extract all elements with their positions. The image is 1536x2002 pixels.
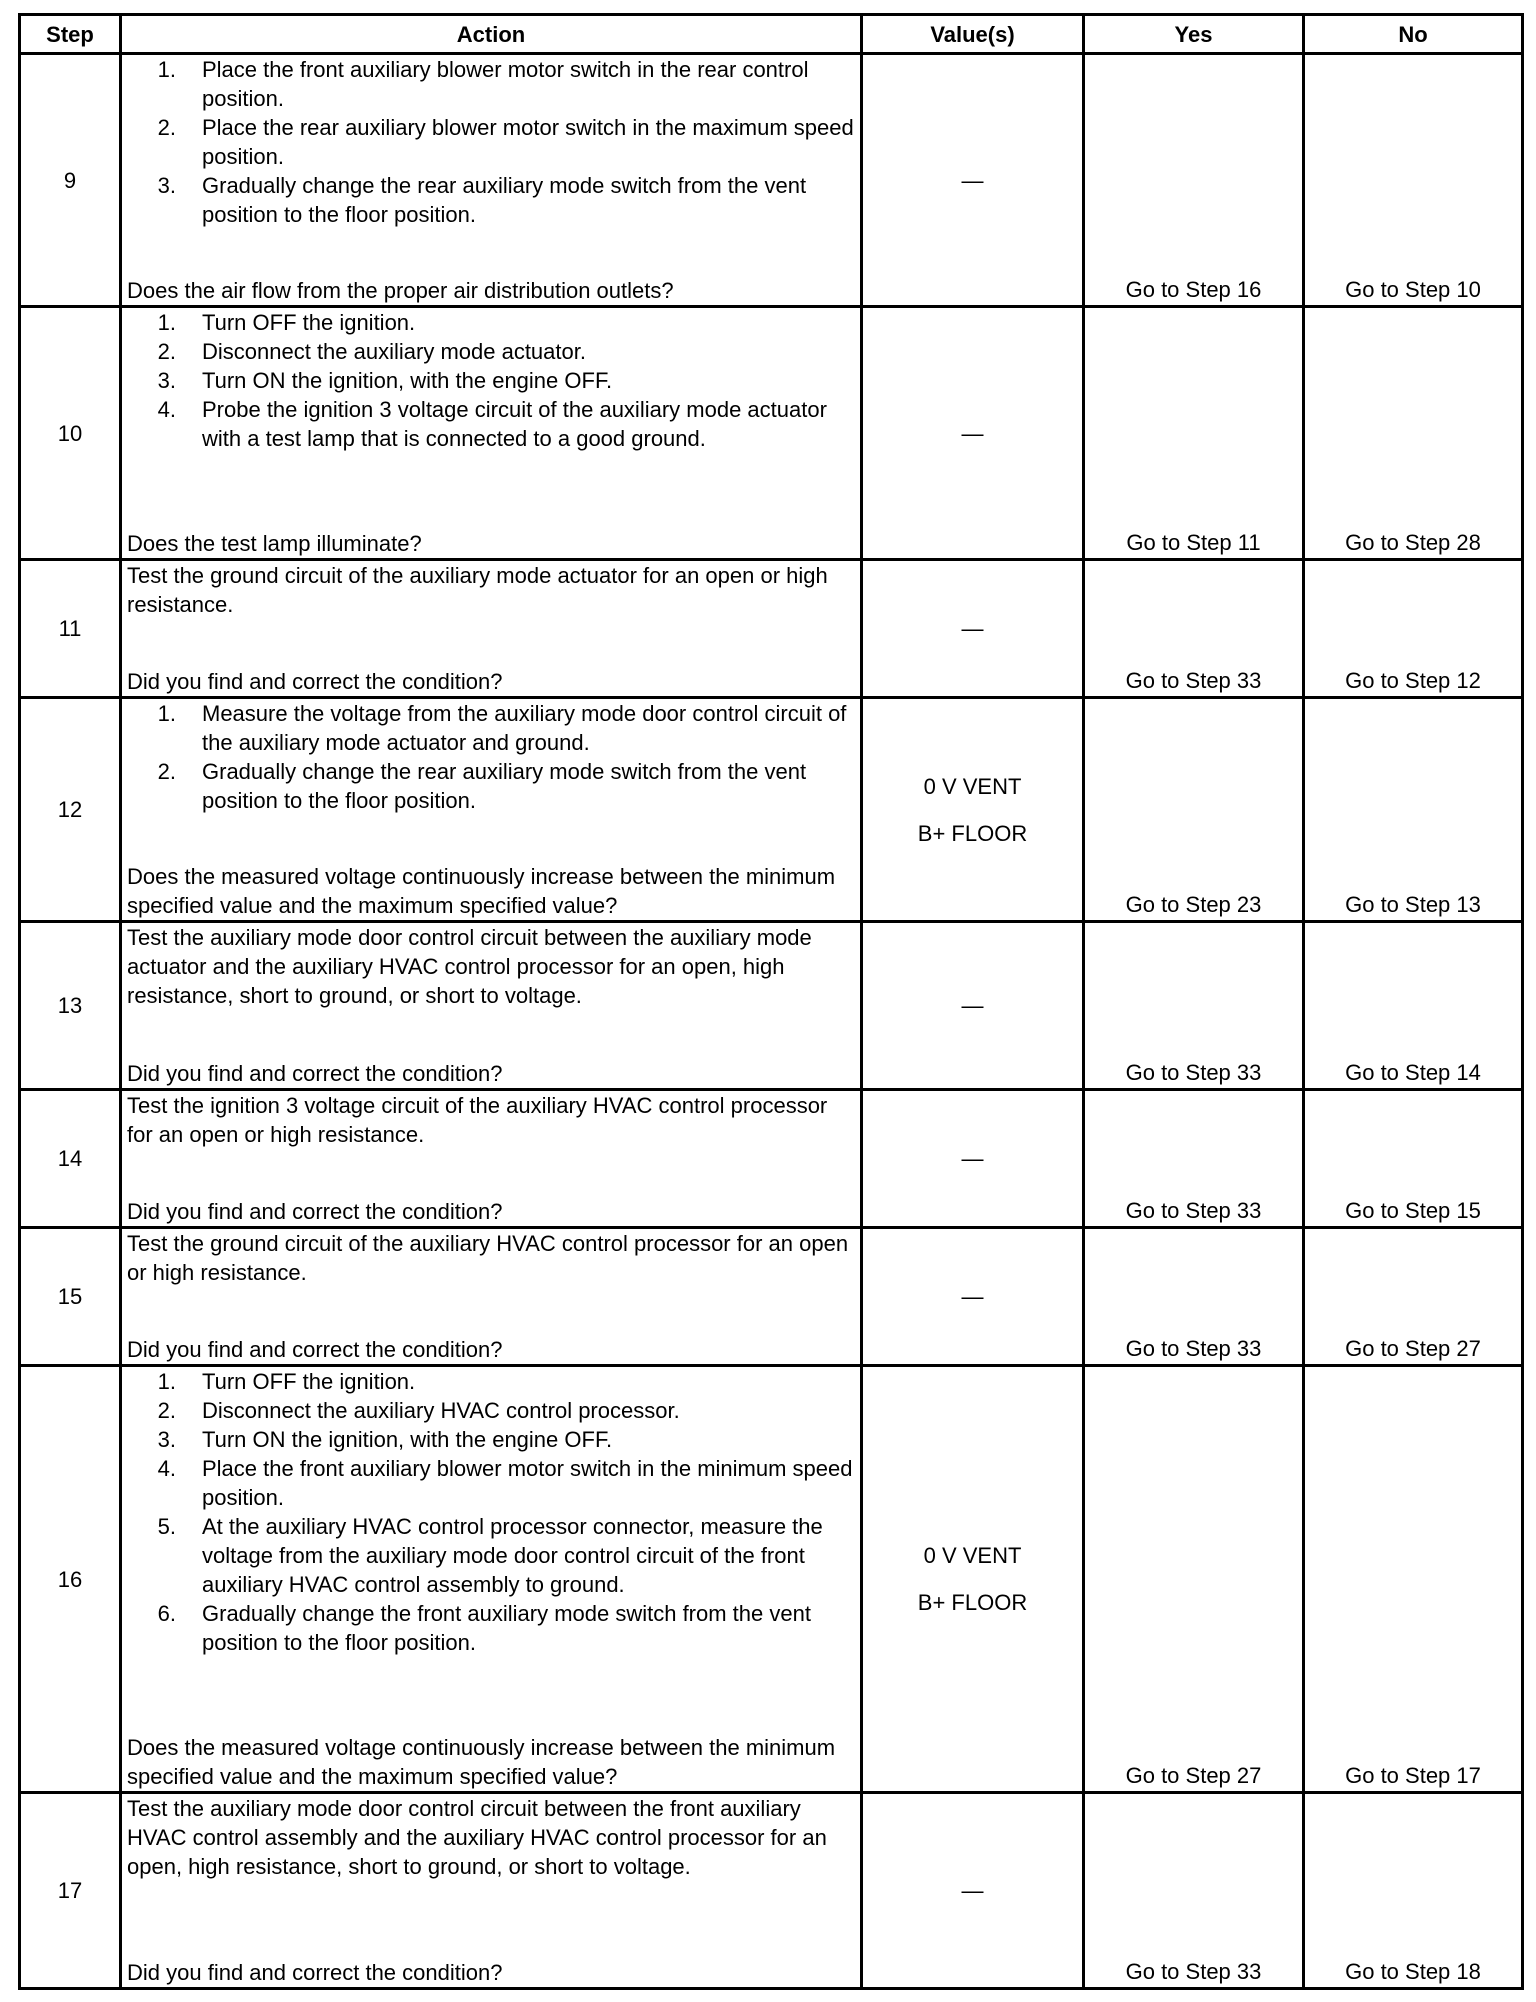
instruction-item <box>127 55 858 113</box>
value-cell <box>862 922 1084 1090</box>
table-row <box>20 922 1523 1090</box>
instruction-item <box>127 1512 858 1599</box>
step-number: 9 <box>20 54 121 307</box>
value-cell <box>862 698 1084 922</box>
step-number: 16 <box>20 1366 121 1793</box>
instruction-text: Turn ON the ignition, with the engine OFF. <box>202 1427 613 1452</box>
table-row <box>20 54 1523 307</box>
no-result: Go to Step 18 <box>1304 1793 1523 1989</box>
action-intro: Test the ignition 3 voltage circuit of the auxiliary HVAC control processor for an open or high resistance. <box>127 1093 828 1147</box>
instruction-number: 6. <box>157 1601 176 1626</box>
instruction-number: 1. <box>157 701 176 726</box>
instruction-text: Turn ON the ignition, with the engine OFF. <box>202 368 613 393</box>
value-text: 0 V VENT <box>923 1543 1022 1568</box>
table-row <box>20 307 1523 560</box>
step-number: 15 <box>20 1228 121 1366</box>
table-row <box>20 1793 1523 1989</box>
action-content <box>122 55 860 305</box>
instruction-text: Place the front auxiliary blower motor switch in the rear control position. <box>202 57 809 111</box>
action-question: Did you find and correct the condition? <box>127 1199 503 1224</box>
value-text: 0 V VENT <box>923 773 1022 799</box>
yes-result: Go to Step 33 <box>1084 1793 1304 1989</box>
instruction-number: 3. <box>157 173 176 198</box>
no-result: Go to Step 28 <box>1304 307 1523 560</box>
action-intro: Test the auxiliary mode door control circuit between the front auxiliary HVAC control assembly and the auxiliary HVAC control processor for an open, high resistance, short to ground, or short to voltage. <box>127 1796 827 1879</box>
yes-result: Go to Step 33 <box>1084 922 1304 1090</box>
no-result: Go to Step 12 <box>1304 560 1523 698</box>
instruction-text: Gradually change the rear auxiliary mode switch from the vent position to the floor position. <box>202 759 807 813</box>
action-question: Does the air flow from the proper air distribution outlets? <box>127 278 674 303</box>
instruction-text: Place the front auxiliary blower motor switch in the minimum speed position. <box>202 1456 853 1510</box>
action-instructions <box>127 1794 858 1881</box>
instruction-number: 1. <box>157 1369 176 1394</box>
value-cell <box>862 1793 1084 1989</box>
table-row <box>20 560 1523 698</box>
step-number: 10 <box>20 307 121 560</box>
action-cell <box>121 560 862 698</box>
value-text: B+ FLOOR <box>917 820 1028 846</box>
instruction-number: 2. <box>157 759 176 784</box>
action-instructions <box>127 923 858 1010</box>
table-row <box>20 1090 1523 1228</box>
yes-result: Go to Step 33 <box>1084 1228 1304 1366</box>
action-content <box>122 1367 860 1791</box>
action-cell <box>121 1366 862 1793</box>
action-question: Does the measured voltage continuously increase between the minimum specified value and the maximum specified value? <box>127 1735 836 1789</box>
yes-result: Go to Step 11 <box>1084 307 1304 560</box>
instruction-number: 1. <box>157 57 176 82</box>
action-instructions <box>127 699 858 815</box>
value-text: — <box>961 1146 984 1171</box>
table-row <box>20 1366 1523 1793</box>
instruction-number: 4. <box>157 1456 176 1481</box>
action-question: Did you find and correct the condition? <box>127 1337 503 1362</box>
instruction-text: Place the rear auxiliary blower motor switch in the maximum speed position. <box>202 115 854 169</box>
instruction-item <box>127 395 858 453</box>
action-cell <box>121 922 862 1090</box>
action-question: Does the measured voltage continuously increase between the minimum specified value and the maximum specified value? <box>127 864 836 918</box>
instruction-text: Disconnect the auxiliary HVAC control processor. <box>202 1398 680 1423</box>
action-instructions <box>127 561 858 619</box>
action-content <box>122 1794 860 1987</box>
action-intro: Test the auxiliary mode door control circuit between the auxiliary mode actuator and the auxiliary HVAC control processor for an open, high resistance, short to ground, or short to voltage. <box>127 925 812 1008</box>
instruction-number: 4. <box>157 397 176 422</box>
instruction-item <box>127 1599 858 1657</box>
action-question: Did you find and correct the condition? <box>127 1061 503 1086</box>
instruction-number: 2. <box>157 1398 176 1423</box>
yes-result: Go to Step 27 <box>1084 1366 1304 1793</box>
action-content <box>122 699 860 920</box>
step-number: 12 <box>20 698 121 922</box>
value-cell <box>862 54 1084 307</box>
step-number: 14 <box>20 1090 121 1228</box>
value-text: — <box>961 993 984 1018</box>
table-row <box>20 698 1523 922</box>
no-result: Go to Step 15 <box>1304 1090 1523 1228</box>
value-text: — <box>961 1878 984 1903</box>
action-instructions <box>127 1367 858 1657</box>
header-values: Value(s) <box>862 15 1084 54</box>
instruction-item <box>127 337 858 366</box>
header-row <box>20 15 1523 54</box>
instruction-number: 2. <box>157 339 176 364</box>
action-content <box>122 923 860 1088</box>
no-result: Go to Step 14 <box>1304 922 1523 1090</box>
value-text: B+ FLOOR <box>917 1590 1028 1615</box>
yes-result: Go to Step 33 <box>1084 1090 1304 1228</box>
instruction-item <box>127 757 858 815</box>
header-no: No <box>1304 15 1523 54</box>
step-number: 11 <box>20 560 121 698</box>
instruction-item <box>127 1367 858 1396</box>
action-content <box>122 308 860 558</box>
action-question: Does the test lamp illuminate? <box>127 531 422 556</box>
value-text: — <box>961 420 984 446</box>
instruction-text: Turn OFF the ignition. <box>202 310 416 335</box>
action-content <box>122 1091 860 1226</box>
instruction-item <box>127 1425 858 1454</box>
header-step: Step <box>20 15 121 54</box>
value-cell <box>862 1090 1084 1228</box>
value-cell <box>862 307 1084 560</box>
diagnostic-table <box>18 13 1524 1990</box>
action-instructions <box>127 55 858 229</box>
instruction-number: 3. <box>157 1427 176 1452</box>
action-cell <box>121 1090 862 1228</box>
instruction-number: 3. <box>157 368 176 393</box>
value-text: — <box>961 1284 984 1309</box>
action-instructions <box>127 1091 858 1149</box>
instruction-item <box>127 308 858 337</box>
table-row <box>20 1228 1523 1366</box>
yes-result: Go to Step 23 <box>1084 698 1304 922</box>
action-intro: Test the ground circuit of the auxiliary mode actuator for an open or high resistance. <box>127 563 828 617</box>
instruction-item <box>127 366 858 395</box>
instruction-text: Disconnect the auxiliary mode actuator. <box>202 339 586 364</box>
step-number: 13 <box>20 922 121 1090</box>
value-text: — <box>961 167 984 193</box>
yes-result: Go to Step 33 <box>1084 560 1304 698</box>
instruction-text: Probe the ignition 3 voltage circuit of the auxiliary mode actuator with a test lamp that is connected to a good ground. <box>202 397 827 451</box>
instruction-number: 1. <box>157 310 176 335</box>
instruction-text: Gradually change the front auxiliary mode switch from the vent position to the floor position. <box>202 1601 811 1655</box>
action-instructions <box>127 1229 858 1287</box>
action-instructions <box>127 308 858 453</box>
no-result: Go to Step 27 <box>1304 1228 1523 1366</box>
instruction-text: Turn OFF the ignition. <box>202 1369 416 1394</box>
action-content <box>122 1229 860 1364</box>
no-result: Go to Step 10 <box>1304 54 1523 307</box>
instruction-item <box>127 1396 858 1425</box>
yes-result: Go to Step 16 <box>1084 54 1304 307</box>
table-body <box>20 54 1523 1989</box>
no-result: Go to Step 13 <box>1304 698 1523 922</box>
value-cell <box>862 1366 1084 1793</box>
instruction-item <box>127 113 858 171</box>
step-number: 17 <box>20 1793 121 1989</box>
instruction-text: Measure the voltage from the auxiliary mode door control circuit of the auxiliary mode actuator and ground. <box>202 701 847 755</box>
action-question: Did you find and correct the condition? <box>127 1960 503 1985</box>
instruction-text: Gradually change the rear auxiliary mode switch from the vent position to the floor position. <box>202 173 807 227</box>
action-cell <box>121 307 862 560</box>
action-cell <box>121 1228 862 1366</box>
value-cell <box>862 560 1084 698</box>
instruction-item <box>127 1454 858 1512</box>
instruction-item <box>127 699 858 757</box>
action-cell <box>121 1793 862 1989</box>
action-cell <box>121 698 862 922</box>
instruction-text: At the auxiliary HVAC control processor connector, measure the voltage from the auxiliary mode door control circuit of the front auxiliary HVAC control assembly to ground. <box>202 1514 823 1597</box>
value-text: — <box>961 616 984 641</box>
header-yes: Yes <box>1084 15 1304 54</box>
instruction-item <box>127 171 858 229</box>
action-intro: Test the ground circuit of the auxiliary HVAC control processor for an open or high resistance. <box>127 1231 849 1285</box>
value-cell <box>862 1228 1084 1366</box>
action-question: Did you find and correct the condition? <box>127 669 503 694</box>
instruction-number: 2. <box>157 115 176 140</box>
no-result: Go to Step 17 <box>1304 1366 1523 1793</box>
action-cell <box>121 54 862 307</box>
header-action: Action <box>121 15 862 54</box>
instruction-number: 5. <box>157 1514 176 1539</box>
action-content <box>122 561 860 696</box>
